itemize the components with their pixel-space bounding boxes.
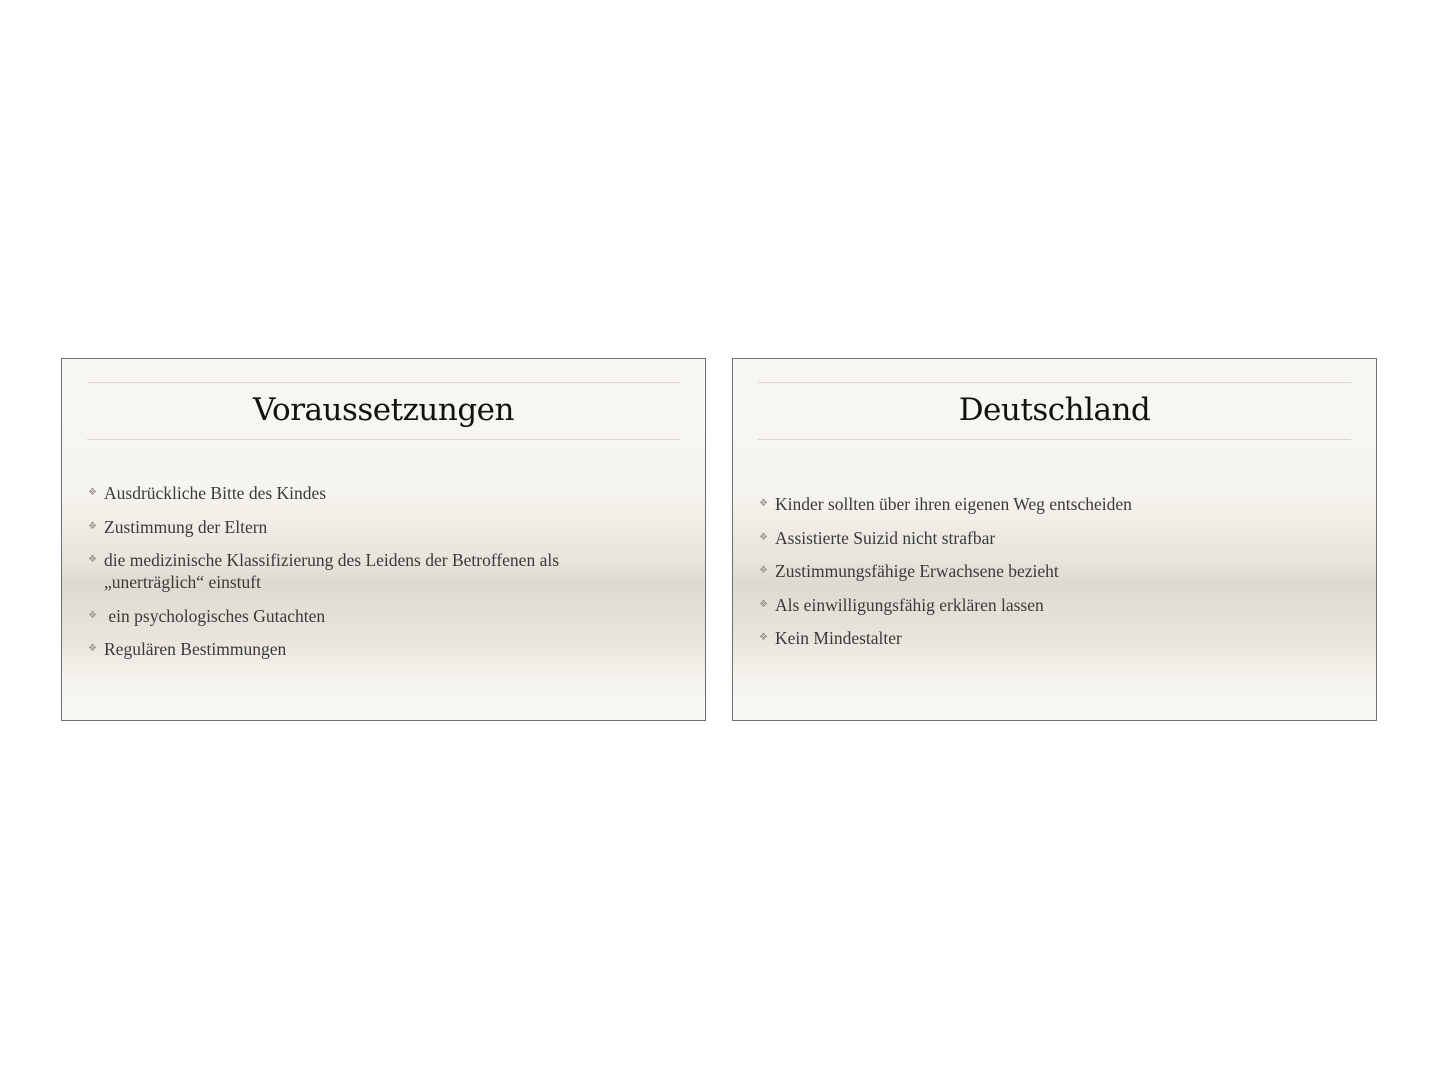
- title-rule-bottom: [758, 439, 1351, 440]
- diamond-bullet-icon: ❖: [759, 598, 768, 610]
- slide-voraussetzungen: [61, 358, 706, 721]
- list-item-text: ein psychologisches Gutachten: [104, 605, 326, 626]
- diamond-bullet-icon: ❖: [759, 632, 768, 643]
- list-item-text: Kinder sollten über ihren eigenen Weg entscheiden: [775, 494, 1132, 514]
- list-item-text: Kein Mindestalter: [775, 628, 902, 648]
- diamond-bullet-icon: ❖: [759, 531, 768, 543]
- diamond-bullet-icon: ❖: [88, 554, 97, 565]
- list-item-text: Ausdrückliche Bitte des Kindes: [104, 483, 327, 503]
- slide-title: Deutschland: [958, 392, 1151, 428]
- list-item-text: die medizinische Klassifizierung des Leidens der Betroffenen als „unerträglich“ einstuft: [104, 550, 560, 592]
- list-item-text: Zustimmung der Eltern: [104, 516, 268, 537]
- list-item: [88, 516, 605, 538]
- diamond-bullet-icon: ❖: [88, 609, 97, 621]
- diamond-bullet-icon: ❖: [759, 498, 768, 509]
- list-item-text: Assistierte Suizid nicht strafbar: [775, 527, 996, 548]
- diamond-bullet-icon: ❖: [88, 520, 97, 532]
- list-item-text: Als einwilligungsfähig erklären lassen: [775, 594, 1044, 615]
- title-rule-top: [87, 382, 680, 383]
- list-item: [759, 594, 1276, 616]
- slide-title: Voraussetzungen: [252, 392, 514, 428]
- diamond-bullet-icon: ❖: [759, 565, 768, 576]
- title-rule-bottom: [87, 439, 680, 440]
- bullet-list: [88, 482, 605, 672]
- diamond-bullet-icon: ❖: [88, 487, 97, 498]
- bullet-list: [759, 493, 1276, 661]
- list-item-text: Regulären Bestimmungen: [104, 639, 287, 659]
- list-item-text: Zustimmungsfähige Erwachsene bezieht: [775, 561, 1059, 581]
- list-item: [759, 527, 1276, 549]
- list-item: [759, 493, 1276, 515]
- slide-deutschland: [732, 358, 1377, 721]
- title-rule-top: [758, 382, 1351, 383]
- list-item: [759, 627, 1276, 649]
- diamond-bullet-icon: ❖: [88, 643, 97, 654]
- list-item: [88, 638, 605, 660]
- list-item: [88, 482, 605, 504]
- list-item: [88, 549, 605, 593]
- list-item: [759, 560, 1276, 582]
- list-item: [88, 605, 605, 627]
